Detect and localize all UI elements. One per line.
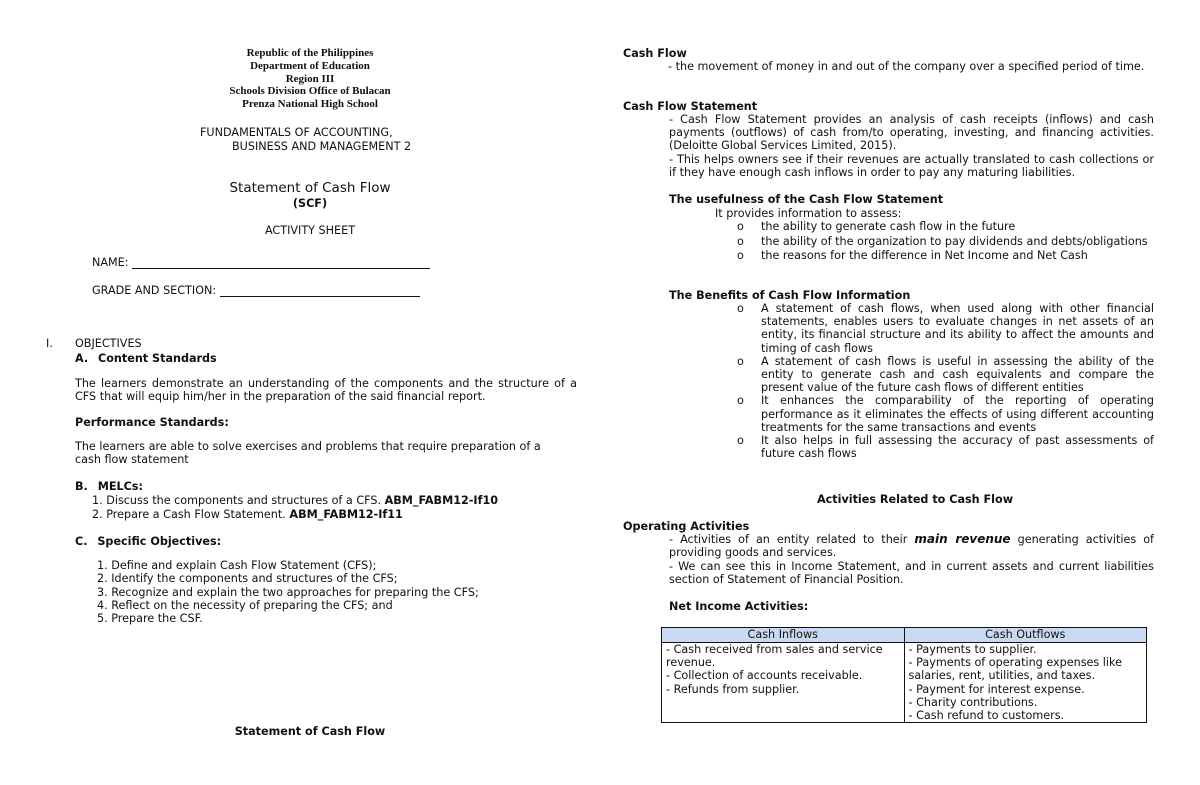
letter-a: A. [75, 352, 89, 365]
usefulness-intro: It provides information to assess: [715, 207, 902, 220]
subject-line-2: BUSINESS AND MANAGEMENT 2 [232, 140, 412, 153]
objectives-roman: I. [46, 337, 53, 350]
operating-paragraph-1 [669, 533, 1154, 559]
outflows-cell [904, 643, 1147, 723]
grade-section-blank-line[interactable] [220, 285, 420, 297]
objectives-heading [46, 337, 142, 350]
activities-heading: Activities Related to Cash Flow [816, 493, 1014, 506]
specific-objectives-title: Specific Objectives: [97, 535, 222, 548]
cash-flow-definition: - the movement of money in and out of the company over a specified period of time. [668, 60, 1145, 73]
usefulness-item-text: the reasons for the difference in Net Income and Net Cash [761, 249, 1088, 263]
name-label: NAME: [92, 256, 129, 269]
bullet-icon: o [737, 235, 744, 249]
outflow-item: - Payment for interest expense. [908, 682, 1085, 696]
content-standards-heading [75, 352, 217, 365]
specific-objectives-list [97, 559, 479, 625]
name-blank-line[interactable] [132, 257, 430, 269]
table-row [662, 643, 1147, 723]
usefulness-heading: The usefulness of the Cash Flow Statement [669, 193, 944, 206]
op-p1-start: - Activities of an entity related to their [669, 533, 915, 546]
specific-objective-item: 1. Define and explain Cash Flow Statement (CFS); [97, 559, 377, 572]
header-line-deped: Department of Education [250, 59, 370, 72]
operating-paragraph-2: - We can see this in Income Statement, and in current assets and current liabilities section of Statement of Financial Position. [669, 560, 1154, 587]
performance-standards-text: The learners are able to solve exercises and problems that require preparation of a cash flow statement [75, 440, 541, 467]
cash-flow-table [661, 627, 1147, 723]
specific-objective-item: 3. Recognize and explain the two approaches for preparing the CFS; [97, 585, 479, 599]
grade-section-label: GRADE AND SECTION: [92, 284, 217, 297]
letter-b: B. [75, 480, 88, 493]
specific-objectives-heading [75, 535, 221, 548]
benefit-item-text: It also helps in full assessing the accuracy of past assessments of future cash flows [761, 434, 1154, 461]
inflow-item: - Collection of accounts receivable. [666, 669, 863, 683]
table-header-inflows: Cash Inflows [662, 628, 905, 643]
document-title-abbr: (SCF) [292, 197, 328, 210]
performance-standards-heading: Performance Standards: [75, 416, 229, 429]
left-page-footer-title: Statement of Cash Flow [234, 725, 386, 738]
header-line-division: Schools Division Office of Bulacan [229, 85, 391, 98]
list-item [737, 302, 1154, 355]
usefulness-list [737, 220, 1154, 263]
header-line-region: Region III [285, 72, 335, 85]
cash-flow-heading: Cash Flow [623, 47, 687, 60]
usefulness-item-text: the ability of the organization to pay dividends and debts/obligations [761, 235, 1148, 249]
specific-objective-item: 5. Prepare the CSF. [97, 612, 203, 626]
table-header-row [662, 628, 1147, 643]
bullet-icon: o [737, 220, 744, 233]
list-item [737, 394, 1154, 434]
inflow-item: - Cash received from sales and service revenue. [666, 643, 883, 670]
name-field[interactable] [92, 256, 430, 269]
list-item [737, 354, 1154, 395]
cfs-paragraph-1: - Cash Flow Statement provides an analysis of cash receipts (inflows) and cash payments (outflows) of cash from/to operating, investing, and financing activities. (Deloitte Global Services Limited, 2015). [669, 113, 1154, 153]
benefit-item-text: A statement of cash flows, when used along with other financial statements, enables users to evaluate changes in net assets of an entity, its financial structure and its ability to affect the amounts and timing of cash flows [761, 302, 1154, 355]
melcs-heading [75, 480, 143, 493]
melc-1-text: 1. Discuss the components and structures of a CFS. [92, 494, 385, 507]
inflow-item: - Refunds from supplier. [666, 682, 800, 696]
letter-c: C. [75, 535, 88, 548]
list-item [737, 434, 1154, 461]
list-item [737, 220, 1154, 233]
op-p1-emphasis: main revenue [914, 532, 1011, 546]
list-item [737, 249, 1154, 263]
specific-objective-item: 4. Reflect on the necessity of preparing the CFS; and [97, 598, 393, 612]
specific-objective-item: 2. Identify the components and structures of the CFS; [97, 572, 398, 586]
benefit-item-text: A statement of cash flows is useful in assessing the ability of the entity to generate cash and cash equivalents and compare the present value of the future cash flows of different entities [761, 354, 1154, 395]
document-title: Statement of Cash Flow [229, 180, 391, 196]
cfs-paragraph-2: - This helps owners see if their revenues are actually translated to cash collections or if they have enough cash inflows in order to pay any maturing liabilities. [669, 153, 1154, 180]
header-line-republic: Republic of the Philippines [246, 47, 374, 59]
bullet-icon: o [737, 354, 744, 368]
outflow-item: - Payments of operating expenses like salaries, rent, utilities, and taxes. [908, 656, 1122, 683]
outflow-item: - Payments to supplier. [908, 643, 1037, 656]
op-p1-end: generating activities of providing goods and services. [669, 533, 1154, 560]
bullet-icon: o [737, 302, 744, 315]
bullet-icon: o [737, 434, 744, 448]
content-standards-text: The learners demonstrate an understanding of the components and the structure of a CFS that will equip him/her in the preparation of the said financial report. [75, 377, 577, 404]
melcs-title: MELCs: [97, 480, 143, 493]
operating-activities-heading: Operating Activities [623, 520, 750, 533]
benefits-heading: The Benefits of Cash Flow Information [669, 289, 911, 302]
melc-1-code: ABM_FABM12-If10 [384, 494, 499, 507]
cfs-heading: Cash Flow Statement [623, 100, 758, 113]
table-header-outflows: Cash Outflows [904, 628, 1147, 643]
usefulness-item-text: the ability to generate cash flow in the future [761, 220, 1016, 233]
header-line-school: Prenza National High School [242, 98, 378, 111]
school-header [190, 47, 430, 111]
melc-2-text: 2. Prepare a Cash Flow Statement. [92, 508, 290, 521]
objectives-title: OBJECTIVES [75, 337, 142, 350]
outflow-item: - Charity contributions. [908, 695, 1038, 709]
content-standards-title: Content Standards [98, 352, 217, 365]
melc-2-code: ABM_FABM12-If11 [289, 508, 403, 521]
melc-item-1 [92, 494, 498, 507]
bullet-icon: o [737, 249, 744, 263]
inflows-cell [662, 643, 905, 723]
bullet-icon: o [737, 394, 744, 408]
benefits-list [737, 302, 1154, 461]
outflow-item: - Cash refund to customers. [908, 709, 1065, 723]
grade-section-field[interactable] [92, 284, 420, 297]
activity-sheet-label: ACTIVITY SHEET [264, 224, 356, 237]
net-income-heading: Net Income Activities: [669, 600, 809, 613]
melc-item-2 [92, 508, 403, 521]
list-item [737, 235, 1154, 249]
benefit-item-text: It enhances the comparability of the reporting of operating performance as it eliminates the effects of using different accounting treatments for the same transactions and events [761, 394, 1154, 434]
subject-line-1: FUNDAMENTALS OF ACCOUNTING, [200, 126, 393, 139]
